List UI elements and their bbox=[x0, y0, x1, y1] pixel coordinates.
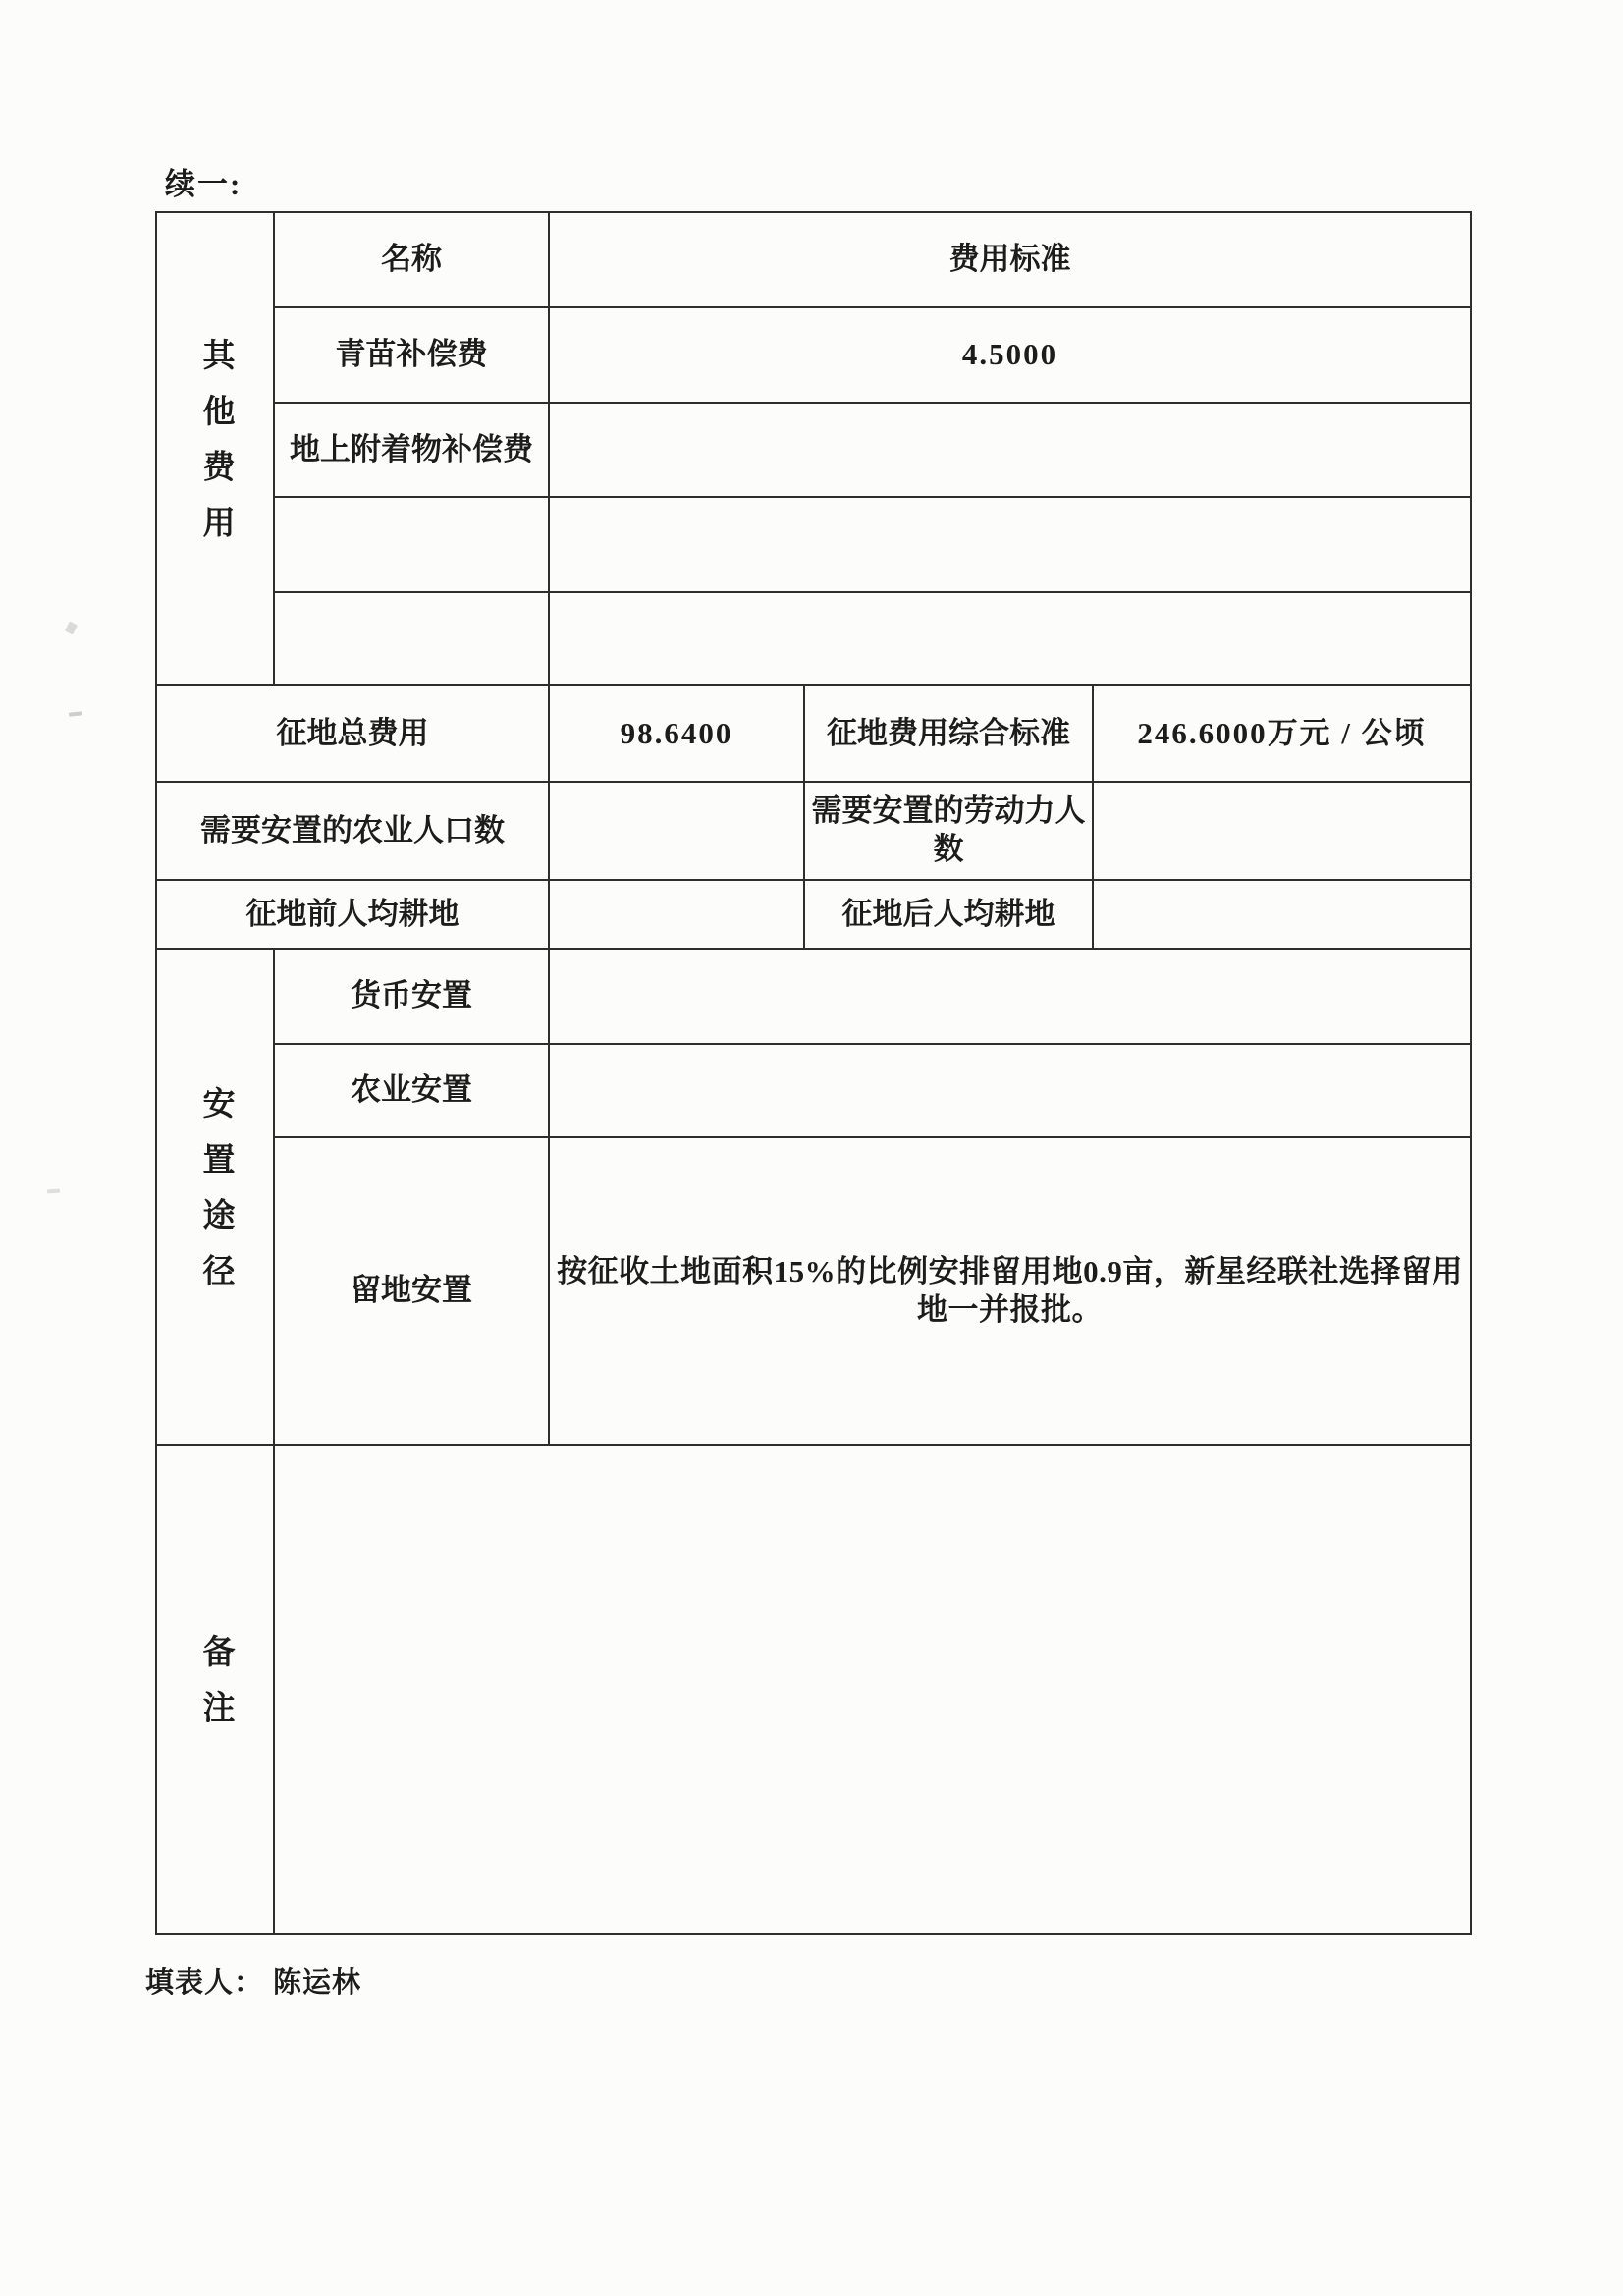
table-row bbox=[156, 949, 1471, 1044]
other-fees-section-cell bbox=[156, 212, 274, 685]
agricultural-resettlement-label-cell: 农业安置 bbox=[274, 1044, 549, 1137]
pre-acquisition-land-label-cell: 征地前人均耕地 bbox=[156, 880, 549, 949]
land-acquisition-cost-table bbox=[155, 211, 1472, 1935]
table-row bbox=[156, 782, 1471, 880]
post-acquisition-land-value-cell bbox=[1093, 880, 1471, 949]
blank-fee-value-cell-1 bbox=[549, 497, 1471, 592]
remarks-section-label: 备注 bbox=[197, 1634, 234, 1746]
standard-header-cell: 费用标准 bbox=[549, 212, 1471, 307]
ground-attachment-fee-name-cell: 地上附着物补偿费 bbox=[274, 403, 549, 497]
table-row bbox=[156, 1137, 1471, 1445]
agricultural-resettlement-value-cell bbox=[549, 1044, 1471, 1137]
table-row bbox=[156, 1044, 1471, 1137]
other-fees-section-label: 其他费用 bbox=[197, 338, 234, 562]
table-row bbox=[156, 685, 1471, 782]
remarks-section-cell bbox=[156, 1445, 274, 1934]
ground-attachment-fee-value-cell bbox=[549, 403, 1471, 497]
table-row bbox=[156, 212, 1471, 307]
labor-count-label-cell: 需要安置的劳动力人数 bbox=[804, 782, 1093, 880]
total-cost-value-cell: 98.6400 bbox=[549, 685, 804, 782]
form-filler-name: 陈运林 bbox=[273, 1967, 362, 1998]
table-row bbox=[156, 592, 1471, 685]
scan-speck bbox=[47, 1189, 60, 1194]
table-row bbox=[156, 307, 1471, 403]
monetary-resettlement-label-cell: 货币安置 bbox=[274, 949, 549, 1044]
resettlement-section-cell bbox=[156, 949, 274, 1445]
table-row bbox=[156, 497, 1471, 592]
young-crop-fee-name-cell: 青苗补偿费 bbox=[274, 307, 549, 403]
comprehensive-standard-value-cell: 246.6000万元 / 公顷 bbox=[1093, 685, 1471, 782]
form-filler-line bbox=[145, 1960, 361, 2000]
blank-fee-name-cell-1 bbox=[274, 497, 549, 592]
agri-population-value-cell bbox=[549, 782, 804, 880]
reserved-land-resettlement-label-cell: 留地安置 bbox=[274, 1137, 549, 1445]
table-row bbox=[156, 1445, 1471, 1934]
young-crop-fee-value-cell: 4.5000 bbox=[549, 307, 1471, 403]
labor-count-value-cell bbox=[1093, 782, 1471, 880]
continuation-label: 续一: bbox=[165, 167, 243, 201]
total-cost-label-cell: 征地总费用 bbox=[156, 685, 549, 782]
table-row bbox=[156, 403, 1471, 497]
scan-speck bbox=[69, 711, 82, 716]
name-header-cell: 名称 bbox=[274, 212, 549, 307]
pre-acquisition-land-value-cell bbox=[549, 880, 804, 949]
comprehensive-standard-label-cell: 征地费用综合标准 bbox=[804, 685, 1093, 782]
remarks-content-cell bbox=[274, 1445, 1471, 1934]
scan-speck bbox=[65, 622, 78, 635]
reserved-land-resettlement-value-cell: 按征收土地面积15%的比例安排留用地0.9亩，新星经联社选择留用地一并报批。 bbox=[549, 1137, 1471, 1445]
form-filler-label: 填表人： bbox=[145, 1967, 264, 1998]
post-acquisition-land-label-cell: 征地后人均耕地 bbox=[804, 880, 1093, 949]
table-row bbox=[156, 880, 1471, 949]
monetary-resettlement-value-cell bbox=[549, 949, 1471, 1044]
resettlement-section-label: 安置途径 bbox=[197, 1085, 234, 1309]
agri-population-label-cell: 需要安置的农业人口数 bbox=[156, 782, 549, 880]
blank-fee-name-cell-2 bbox=[274, 592, 549, 685]
blank-fee-value-cell-2 bbox=[549, 592, 1471, 685]
